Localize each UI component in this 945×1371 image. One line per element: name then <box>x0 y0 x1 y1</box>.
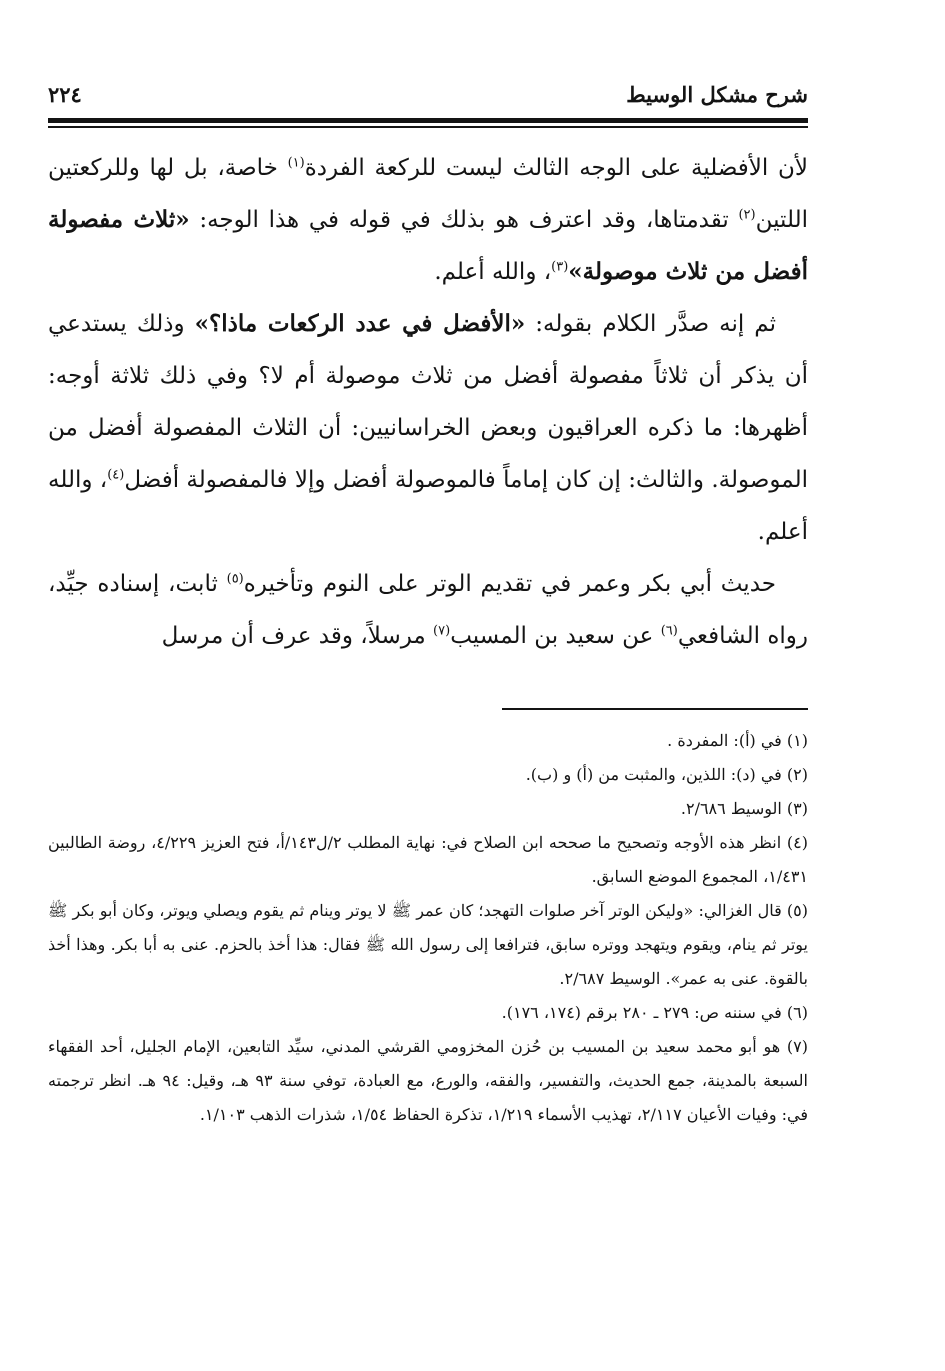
footnote-ref-4: (٤) <box>107 467 125 483</box>
footnote-4: (٤) انظر هذه الأوجه وتصحيح ما صححه ابن الصلاح في: نهاية المطلب ٢/ل١٤٣/أ، فتح العزيز ٤/٢٢٩، روضة الطالبين ١/٤٣١، المجموع الموضع السابق. <box>48 833 809 886</box>
text-run: ، والله أعلم. <box>48 467 808 545</box>
footnotes <box>48 724 808 1132</box>
footnote-ref-1: (١) <box>287 155 305 171</box>
footnote-5: (٥) قال الغزالي: «وليكن الوتر آخر صلوات التهجد؛ كان عمر ﷺ لا يوتر وينام ثم يقوم ويصلي ويوتر، وكان أبو بكر ﷺ يوتر ثم ينام، ويقوم ويتهجد ووتره سابق، فترافعا إلى رسول الله ﷺ فقال: هذا أخذ بالحزم. عنى به أبا بكر. وهذا أخذ بالقوة. عنى به عمر». الوسيط ٢/٦٨٧. <box>48 901 809 988</box>
page-number: ٢٢٤ <box>48 82 82 107</box>
quoted-text: «الأفضل في عدد الركعات ماذا؟» <box>194 310 526 337</box>
text-run: ثم إنه صدَّر الكلام بقوله: <box>525 311 776 337</box>
text-run: ، والله أعلم. <box>434 259 552 285</box>
text-run: عن سعيد بن المسيب <box>450 623 661 649</box>
footnote-ref-7: (٧) <box>433 623 451 639</box>
footnote-ref-3: (٣) <box>551 259 569 275</box>
footnote-6: (٦) في سننه ص: ٢٧٩ ـ ٢٨٠ برقم (١٧٤، ١٧٦). <box>501 1003 808 1022</box>
paragraph-1 <box>48 142 808 298</box>
footnote-1: (١) في (أ): المفردة . <box>667 731 808 750</box>
paragraph-2 <box>48 298 808 558</box>
header-rule-thick <box>48 118 808 123</box>
footnote-separator <box>502 708 808 710</box>
text-run: ثابت، إسناده جيِّد، رواه الشافعي <box>48 571 808 649</box>
text-run: وذلك يستدعي أن يذكر أن ثلاثاً مفصولة أفضل من ثلاث موصولة أم لا؟ وفي ذلك ثلاثة أوجه: أظهرها: ما ذكره العراقيون وبعض الخراسانيين: أن الثلاث المفصولة أفضل من الموصولة. والثالث: إن كان إماماً فالموصولة أفضل وإلا فالمفصولة أفضل <box>48 311 808 493</box>
footnote-3: (٣) الوسيط ٢/٦٨٦. <box>680 799 808 818</box>
footnote-ref-6: (٦) <box>660 623 678 639</box>
paragraph-3 <box>48 558 808 662</box>
text-run: مرسلاً، وقد عرف أن مرسل <box>161 623 434 649</box>
text-run: خاصة، بل لها وللركعتين اللتين <box>48 155 808 233</box>
header-title: شرح مشكل الوسيط <box>626 82 808 107</box>
main-text <box>48 142 808 662</box>
footnote-7: (٧) هو أبو محمد سعيد بن المسيب بن حُزن المخزومي القرشي المدني، سيِّد التابعين، الإمام الجليل، أحد الفقهاء السبعة بالمدينة، جمع الحديث، والتفسير، والفقه، والورع، مع العبادة، توفي سنة ٩٣ هـ، وقيل: ٩٤ هـ. انظر ترجمته في: وفيات الأعيان ٢/١١٧، تهذيب الأسماء ١/٢١٩، تذكرة الحفاظ ١/٥٤، شذرات الذهب ١/١٠٣. <box>48 1037 808 1124</box>
running-header <box>48 82 808 112</box>
text-run: تقدمتاها، وقد اعترف هو بذلك في قوله في هذا الوجه: <box>189 207 739 233</box>
text-run: لأن الأفضلية على الوجه الثالث ليست للركعة الفردة <box>304 155 808 181</box>
quoted-text: «ثلاث مفصولة أفضل من ثلاث موصولة» <box>48 206 808 285</box>
footnote-ref-5: (٥) <box>226 571 244 587</box>
text-run: حديث أبي بكر وعمر في تقديم الوتر على النوم وتأخيره <box>243 571 777 597</box>
footnote-2: (٢) في (د): اللذين، والمثبت من (أ) و (ب). <box>525 765 808 784</box>
footnote-ref-2: (٢) <box>738 207 756 223</box>
header-rule-thin <box>48 126 808 128</box>
